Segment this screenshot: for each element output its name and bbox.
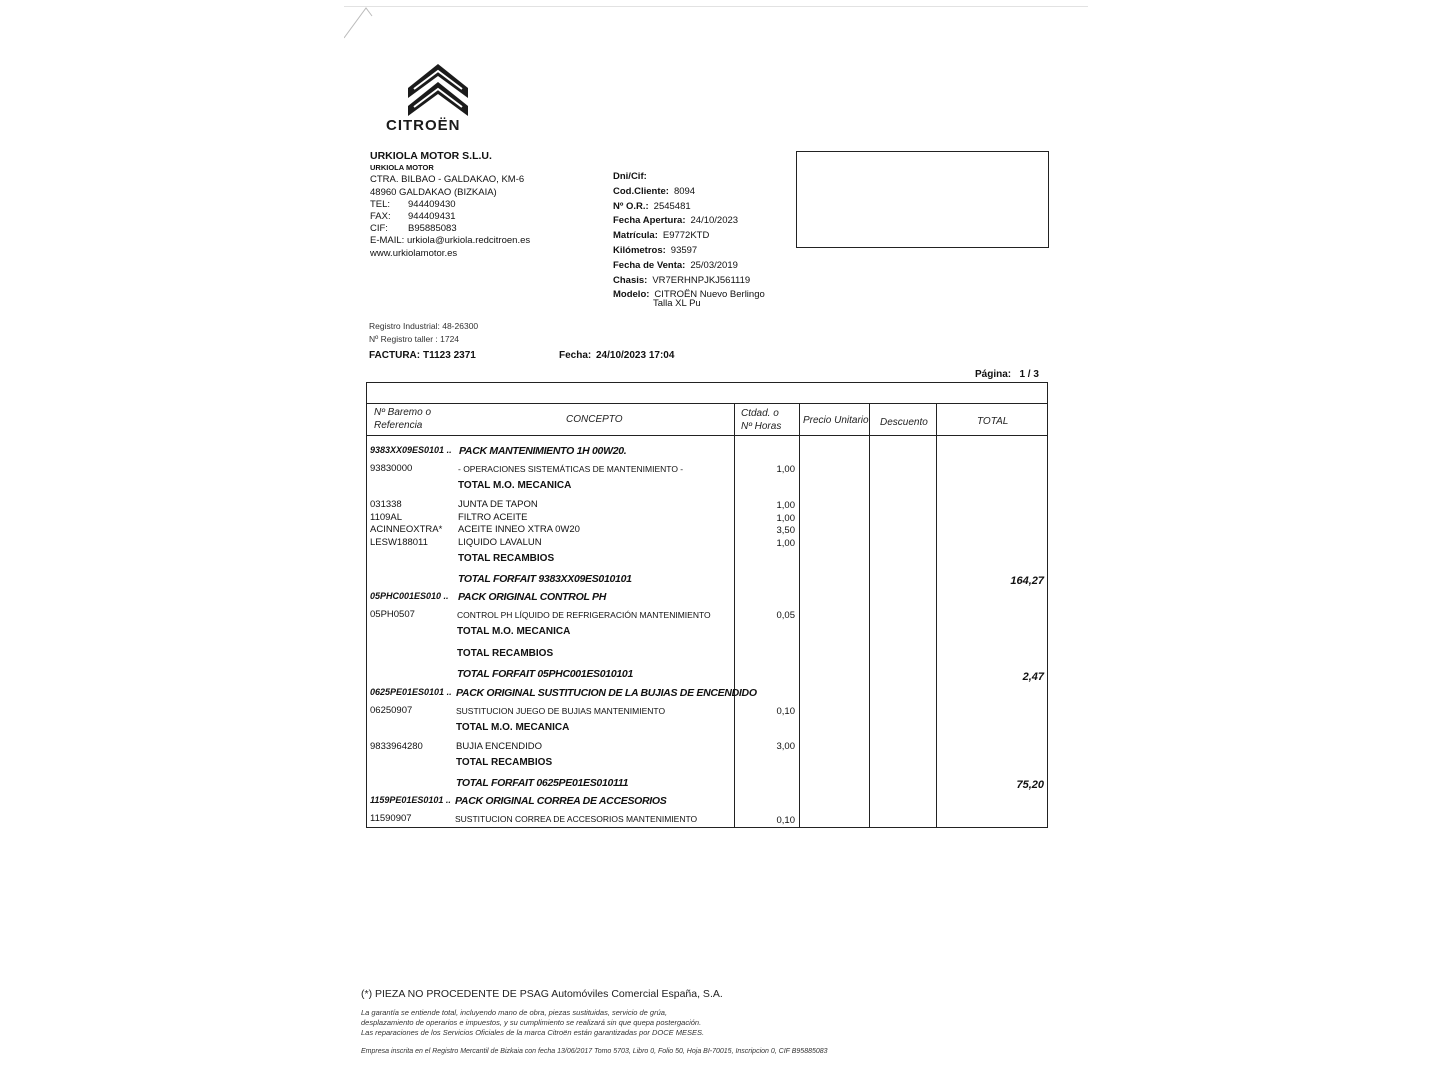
brand-name: CITROËN: [386, 117, 461, 134]
dni-label: Dni/Cif:: [613, 171, 647, 182]
page-fold-corner: [344, 6, 374, 46]
line-concept: - OPERACIONES SISTEMÁTICAS DE MANTENIMIENTO -: [458, 464, 684, 474]
pack-title: PACK MANTENIMIENTO 1H 00W20.: [459, 445, 627, 457]
total-forfait: TOTAL FORFAIT 9383XX09ES010101: [458, 573, 632, 585]
chasis-value: VR7ERHNPJKJ561119: [652, 274, 751, 286]
cif-value: B95885083: [408, 223, 457, 235]
tel-label: TEL:: [370, 198, 391, 210]
line-ref: 11590907: [370, 813, 412, 824]
col-divider-qty: [799, 403, 800, 827]
header-precio: Precio Unitario: [803, 415, 869, 426]
total-mo-mecanica: TOTAL M.O. MECANICA: [458, 480, 572, 491]
footer-guarantee-3: Las reparaciones de los Servicios Oficiales de la marca Citroën están garantizadas por DOCE MESES.: [361, 1028, 705, 1037]
vehicle-info: [613, 170, 765, 309]
km-value: 93597: [670, 244, 698, 256]
total-recambios: TOTAL RECAMBIOS: [456, 757, 553, 768]
col-divider-precio: [869, 403, 870, 827]
total-mo-mecanica: TOTAL M.O. MECANICA: [456, 722, 570, 733]
km-label: Kilómetros:: [613, 244, 666, 256]
part-qty: 3,50: [776, 525, 795, 536]
modelo-label: Modelo:: [613, 289, 650, 301]
cif-label: CIF:: [370, 223, 388, 235]
line-concept: SUSTITUCION JUEGO DE BUJIAS MANTENIMIENTO: [456, 706, 666, 716]
pack-ref: 0625PE01ES0101 ..: [370, 687, 452, 697]
pack-ref: 1159PE01ES0101 ..: [370, 795, 451, 805]
forfait-total-amount: 2,47: [1022, 671, 1044, 683]
fax-label: FAX:: [370, 211, 391, 223]
or-value: 2545481: [653, 200, 691, 212]
modelo-value: CITROËN Nuevo Berlingo: [654, 289, 765, 301]
email-label: E-MAIL:: [370, 235, 405, 247]
footer-guarantee-1: La garantía se entiende total, incluyendo mano de obra, piezas sustituidas, servicio de grúa,: [361, 1008, 668, 1017]
part-ref: ACINNEOXTRA*: [370, 524, 443, 535]
total-forfait: TOTAL FORFAIT 05PHC001ES010101: [457, 668, 633, 680]
col-divider-descuento: [936, 403, 937, 827]
matricula-value: E9772KTD: [662, 230, 710, 242]
or-label: Nº O.R.:: [613, 200, 649, 212]
apertura-label: Fecha Apertura:: [613, 215, 686, 227]
total-recambios: TOTAL RECAMBIOS: [458, 553, 555, 564]
fecha-value: 24/10/2023 17:04: [596, 350, 675, 361]
footer-guarantee-2: desplazamiento de operarios e impuestos, y su cumplimiento se realizará sin que quepa postergación.: [361, 1018, 702, 1027]
company-address2: 48960 GALDAKAO (BIZKAIA): [370, 186, 497, 198]
line-concept: SUSTITUCION CORREA DE ACCESORIOS MANTENIMIENTO: [455, 814, 698, 824]
part-concept: LIQUIDO LAVALUN: [458, 537, 542, 548]
line-ref: 93830000: [370, 463, 413, 474]
line-ref: 06250907: [370, 705, 413, 716]
header-descuento: Descuento: [880, 417, 928, 428]
line-qty: 0,10: [776, 815, 795, 826]
part-concept: BUJIA ENCENDIDO: [456, 741, 543, 752]
table-header-top-line: [367, 403, 1047, 404]
chasis-label: Chasis:: [613, 274, 648, 286]
venta-label: Fecha de Venta:: [613, 259, 686, 271]
factura-label: FACTURA:: [369, 350, 421, 361]
address-window-box: [796, 151, 1049, 248]
website: www.urkiolamotor.es: [370, 247, 458, 259]
header-total: TOTAL: [977, 416, 1009, 427]
header-concepto: CONCEPTO: [566, 414, 623, 425]
company-name: URKIOLA MOTOR S.L.U.: [370, 150, 492, 162]
page-number: Página: 1 / 3: [975, 369, 1039, 380]
total-mo-mecanica: TOTAL M.O. MECANICA: [457, 626, 571, 637]
part-concept: ACEITE INNEO XTRA 0W20: [458, 524, 580, 535]
company-address1: CTRA. BILBAO - GALDAKAO, KM-6: [370, 174, 525, 186]
table-header-bottom-line: [367, 435, 1047, 436]
factura-value: T1123 2371: [423, 350, 476, 361]
line-concept: CONTROL PH LÍQUIDO DE REFRIGERACIÓN MANTENIMIENTO: [457, 610, 711, 620]
email-value: urkiola@urkiola.redcitroen.es: [406, 235, 531, 247]
part-concept: JUNTA DE TAPON: [458, 499, 538, 510]
pack-title: PACK ORIGINAL SUSTITUCION DE LA BUJIAS DE ENCENDIDO: [456, 687, 757, 699]
modelo-value-2: Talla XL Pu: [653, 298, 701, 310]
total-forfait: TOTAL FORFAIT 0625PE01ES010111: [456, 777, 629, 789]
footer-registro-mercantil: Empresa inscrita en el Registro Mercantil de Bizkaia con fecha 13/06/2017 Tomo 5703, Libro 0, Folio 50, Hoja BI-70015, Inscripcion 0, CIF B95885083: [361, 1048, 828, 1055]
pack-ref: 05PHC001ES010 ..: [370, 591, 449, 601]
part-ref: 031338: [370, 499, 402, 510]
cliente-label: Cod.Cliente:: [613, 185, 669, 197]
fax-value: 944409431: [408, 211, 456, 223]
line-ref: 05PH0507: [370, 609, 415, 620]
part-qty: 1,00: [776, 513, 795, 524]
pack-title: PACK ORIGINAL CONTROL PH: [458, 591, 606, 603]
matricula-label: Matrícula:: [613, 230, 658, 242]
registro-industrial: Registro Industrial: 48-26300: [369, 321, 479, 331]
page-edge: [344, 6, 1088, 21]
part-qty: 1,00: [776, 500, 795, 511]
part-concept: FILTRO ACEITE: [458, 512, 528, 523]
part-ref: 9833964280: [370, 741, 423, 752]
header-ref-1: Nº Baremo o: [374, 407, 432, 418]
line-qty: 0,05: [776, 610, 795, 621]
fecha-label: Fecha:: [559, 350, 592, 361]
part-ref: 1109AL: [370, 512, 403, 523]
line-qty: 1,00: [776, 464, 795, 475]
company-info: [370, 150, 530, 260]
company-subname: URKIOLA MOTOR: [370, 163, 434, 173]
forfait-total-amount: 75,20: [1016, 779, 1044, 791]
line-qty: 0,10: [776, 706, 795, 717]
forfait-total-amount: 164,27: [1010, 575, 1044, 587]
pack-ref: 9383XX09ES0101 ..: [370, 445, 452, 455]
part-ref: LESW188011: [370, 537, 428, 548]
footer-note: (*) PIEZA NO PROCEDENTE DE PSAG Automóviles Comercial España, S.A.: [361, 988, 723, 1000]
total-recambios: TOTAL RECAMBIOS: [457, 648, 554, 659]
venta-value: 25/03/2019: [690, 259, 738, 271]
pack-title: PACK ORIGINAL CORREA DE ACCESORIOS: [455, 795, 667, 807]
header-qty-1: Ctdad. o: [741, 408, 779, 419]
apertura-value: 24/10/2023: [690, 215, 739, 227]
registro-taller: Nº Registro taller : 1724: [369, 334, 460, 344]
header-qty-2: Nº Horas: [741, 421, 782, 432]
cliente-value: 8094: [673, 185, 696, 197]
header-ref-2: Referencia: [374, 420, 423, 431]
part-qty: 3,00: [776, 741, 795, 752]
tel-value: 944409430: [408, 198, 456, 210]
part-qty: 1,00: [776, 538, 795, 549]
